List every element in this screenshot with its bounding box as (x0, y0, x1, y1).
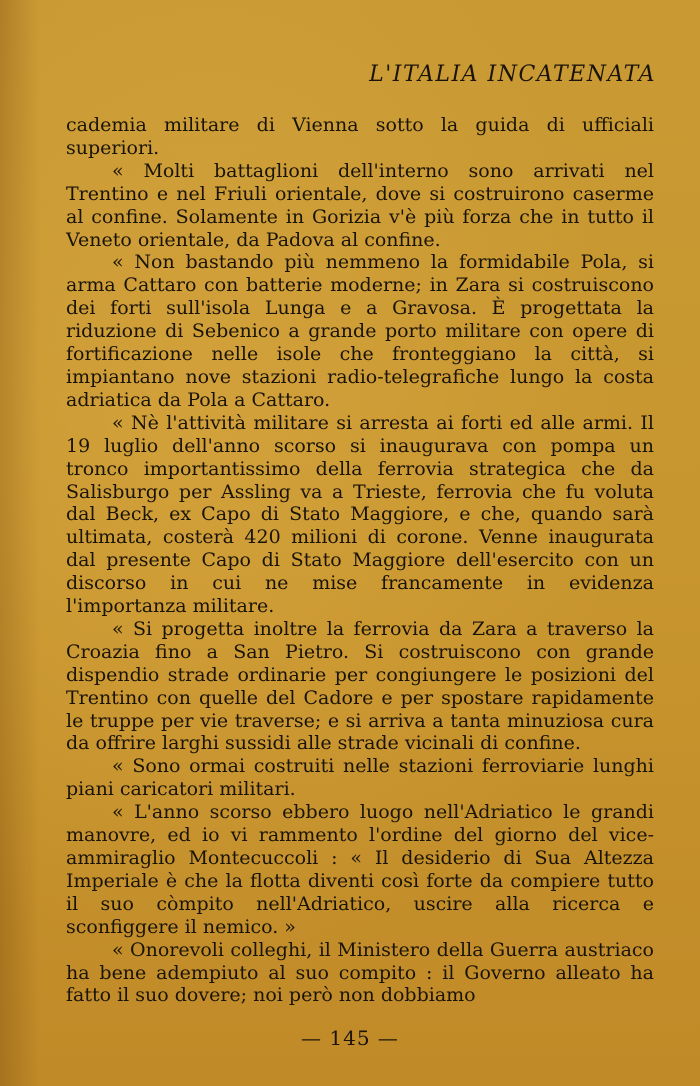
paragraph: cademia militare di Vienna sotto la guida di ufficiali superiori. (66, 114, 654, 159)
body-text (66, 114, 654, 1007)
paragraph: « Molti battaglioni dell'interno sono arrivati nel Trentino e nel Friuli orientale, dove si costruirono caserme al confine. Solamente in Gorizia v'è più forza che in tutto il Veneto orientale, da Padova al confine. (66, 159, 654, 251)
running-title: L'ITALIA INCATENATA (369, 62, 656, 87)
paragraph: « L'anno scorso ebbero luogo nell'Adriatico le grandi manovre, ed io vi rammento l'ordine del giorno del vice-ammiraglio Montecuccoli : « Il desiderio di Sua Altezza Imperiale è che la flotta diventi così forte da compiere tutto il suo còmpito nell'Adriatico, uscire alla ricerca e sconfiggere il nemico. » (66, 801, 654, 938)
page-number: — 145 — (301, 1026, 399, 1050)
paragraph: « Si progetta inoltre la ferrovia da Zara a traverso la Croazia fino a San Pietro. Si costruiscono con grande dispendio strade ordinarie per congiungere le posizioni del Trentino con quelle del Cadore e per spostare rapidamente le truppe per vie traverse; e si arriva a tanta minuziosa cura da offrire larghi sussidi alle strade vicinali di confine. (66, 617, 654, 755)
paragraph: « Nè l'attività militare si arresta ai forti ed alle armi. Il 19 luglio dell'anno scorso si inaugurava con pompa un tronco importantissimo della ferrovia strategica che da Salisburgo per Assling va a Trieste, ferrovia che fu voluta dal Beck, ex Capo di Stato Maggiore, e che, quando sarà ultimata, costerà 420 milioni di corone. Venne inaugurata dal presente Capo di Stato Maggiore dell'esercito con un discorso in cui ne mise francamente in evidenza l'importanza militare. (66, 411, 654, 618)
paragraph: « Onorevoli colleghi, il Ministero della Guerra austriaco ha bene adempiuto al suo compito : il Governo alleato ha fatto il suo dovere; noi però non dobbiamo (66, 938, 654, 1007)
paragraph: « Non bastando più nemmeno la formidabile Pola, si arma Cattaro con batterie moderne; in Zara si costruiscono dei forti sull'isola Lunga e a Gravosa. È progettata la riduzione di Sebenico a grande porto militare con opere di fortificazione nelle isole che fronteggiano la città, si impiantano nove stazioni radio-telegrafiche lungo la costa adriatica da Pola a Cattaro. (66, 251, 654, 411)
paragraph: « Sono ormai costruiti nelle stazioni ferroviarie lunghi piani caricatori militari. (66, 755, 654, 801)
